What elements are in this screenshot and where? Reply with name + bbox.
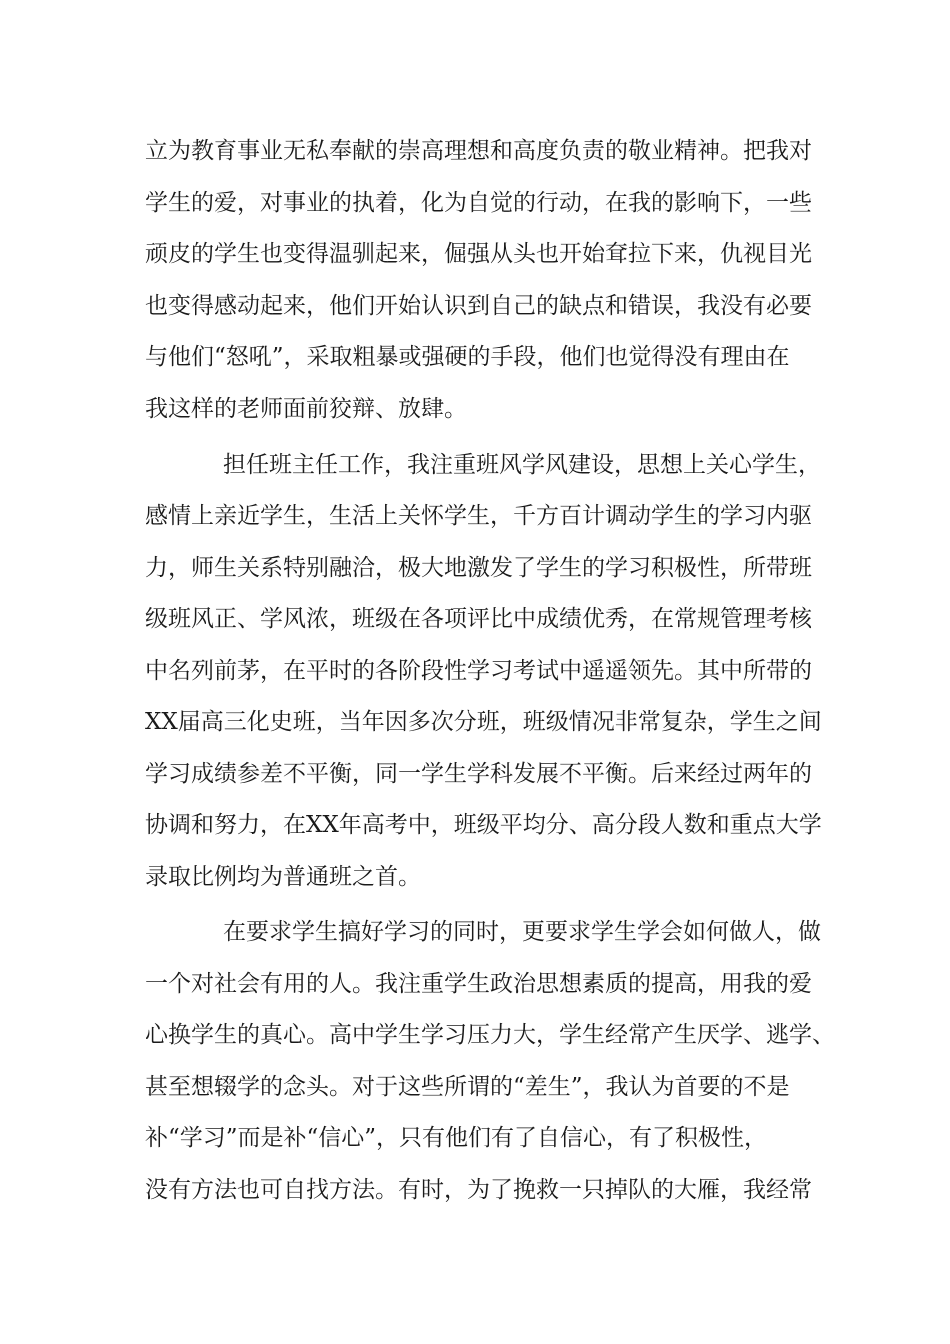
paragraph-1-line-5: 与他们“怒吼”，采取粗暴或强硬的手段，他们也觉得没有理由在 xyxy=(145,344,790,370)
paragraph-2-line-3: 力，师生关系特别融洽，极大地激发了学生的学习积极性，所带班 xyxy=(145,555,812,581)
paragraph-2-line-8: 协调和努力，在XX年高考中，班级平均分、高分段人数和重点大学 xyxy=(145,812,822,838)
paragraph-3-line-6: 没有方法也可自找方法。有时，为了挽救一只掉队的大雁，我经常 xyxy=(145,1177,812,1203)
paragraph-2-line-5: 中名列前茅，在平时的各阶段性学习考试中遥遥领先。其中所带的 xyxy=(145,658,812,684)
paragraph-2-line-7: 学习成绩参差不平衡，同一学生学科发展不平衡。后来经过两年的 xyxy=(145,761,812,787)
paragraph-3-line-3: 心换学生的真心。高中学生学习压力大，学生经常产生厌学、逃学、 xyxy=(145,1022,835,1048)
paragraph-3-line-5: 补“学习”而是补“信心”，只有他们有了自信心，有了积极性， xyxy=(145,1125,768,1151)
paragraph-1-line-6: 我这样的老师面前狡辩、放肆。 xyxy=(145,396,467,422)
paragraph-1-line-2: 学生的爱，对事业的执着，化为自觉的行动，在我的影响下，一些 xyxy=(145,190,812,216)
paragraph-2-line-1: 担任班主任工作，我注重班风学风建设，思想上关心学生， xyxy=(223,452,821,478)
paragraph-2-line-6: XX届高三化史班，当年因多次分班，班级情况非常复杂，学生之间 xyxy=(145,709,822,735)
paragraph-2-line-2: 感情上亲近学生，生活上关怀学生，千方百计调动学生的学习内驱 xyxy=(145,503,812,529)
paragraph-3-line-4: 甚至想辍学的念头。对于这些所谓的“差生”，我认为首要的不是 xyxy=(145,1074,790,1100)
paragraph-1-line-3: 顽皮的学生也变得温驯起来，倔强从头也开始耷拉下来，仇视目光 xyxy=(145,241,812,267)
paragraph-3-line-1: 在要求学生搞好学习的同时，更要求学生学会如何做人，做 xyxy=(223,919,821,945)
paragraph-1-line-4: 也变得感动起来，他们开始认识到自己的缺点和错误，我没有必要 xyxy=(145,293,812,319)
paragraph-2-line-4: 级班风正、学风浓，班级在各项评比中成绩优秀，在常规管理考核 xyxy=(145,606,812,632)
paragraph-3-line-2: 一个对社会有用的人。我注重学生政治思想素质的提高，用我的爱 xyxy=(145,971,812,997)
paragraph-1-line-1: 立为教育事业无私奉献的崇高理想和高度负责的敬业精神。把我对 xyxy=(145,138,812,164)
paragraph-2-line-9: 录取比例均为普通班之首。 xyxy=(145,864,421,890)
